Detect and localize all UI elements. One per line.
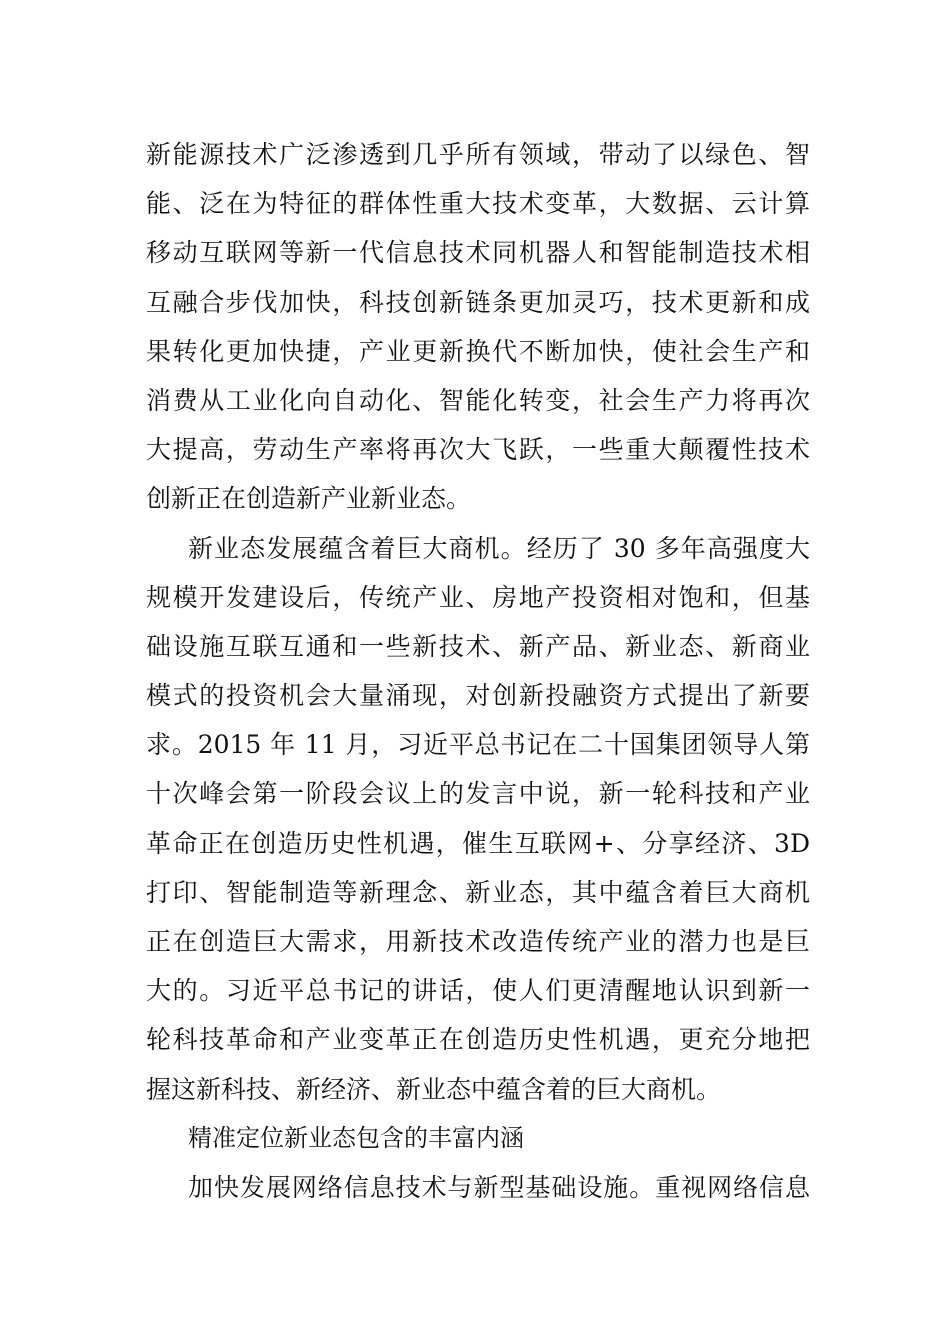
section-heading: 精准定位新业态包含的丰富内涵 (188, 1123, 524, 1152)
paragraph-line: 十次峰会第一阶段会议上的发言中说，新一轮科技和产业 (146, 779, 810, 809)
paragraph-line: 打印、智能制造等新理念、新业态，其中蕴含着巨大商机 (146, 877, 810, 907)
paragraph-line: 轮科技革命和产业变革正在创造历史性机遇，更充分地把 (146, 1025, 810, 1055)
paragraph-line: 模式的投资机会大量涌现，对创新投融资方式提出了新要 (146, 681, 810, 711)
paragraph-line: 础设施互联互通和一些新技术、新产品、新业态、新商业 (146, 631, 810, 661)
document-body (146, 130, 810, 1212)
paragraph-line: 新业态发展蕴含着巨大商机。经历了 30 多年高强度大 (188, 533, 810, 563)
paragraph-line: 正在创造巨大需求，用新技术改造传统产业的潜力也是巨 (146, 927, 810, 956)
paragraph-line: 加快发展网络信息技术与新型基础设施。重视网络信息 (188, 1172, 810, 1202)
paragraph-line: 握这新科技、新经济、新业态中蕴含着的巨大商机。 (146, 1074, 722, 1104)
paragraph-line: 求。2015 年 11 月，习近平总书记在二十国集团领导人第 (146, 730, 810, 760)
paragraph-line: 移动互联网等新一代信息技术同机器人和智能制造技术相 (146, 238, 810, 268)
paragraph-line: 大的。习近平总书记的讲话，使人们更清醒地认识到新一 (146, 976, 810, 1006)
paragraph-line: 互融合步伐加快，科技创新链条更加灵巧，技术更新和成 (146, 287, 810, 317)
paragraph-line: 规模开发建设后，传统产业、房地产投资相对饱和，但基 (146, 582, 810, 612)
paragraph-line: 果转化更加快捷，产业更新换代不断加快，使社会生产和 (146, 336, 810, 366)
paragraph-line: 能、泛在为特征的群体性重大技术变革，大数据、云计算 (146, 189, 810, 219)
paragraph-line: 新能源技术广泛渗透到几乎所有领域，带动了以绿色、智 (146, 140, 810, 169)
paragraph-line: 革命正在创造历史性机遇，催生互联网+、分享经济、3D (146, 828, 810, 858)
paragraph-line: 大提高，劳动生产率将再次大飞跃，一些重大颠覆性技术 (146, 435, 810, 465)
paragraph-line: 创新正在创造新产业新业态。 (146, 484, 472, 514)
paragraph-line: 消费从工业化向自动化、智能化转变，社会生产力将再次 (146, 385, 810, 415)
